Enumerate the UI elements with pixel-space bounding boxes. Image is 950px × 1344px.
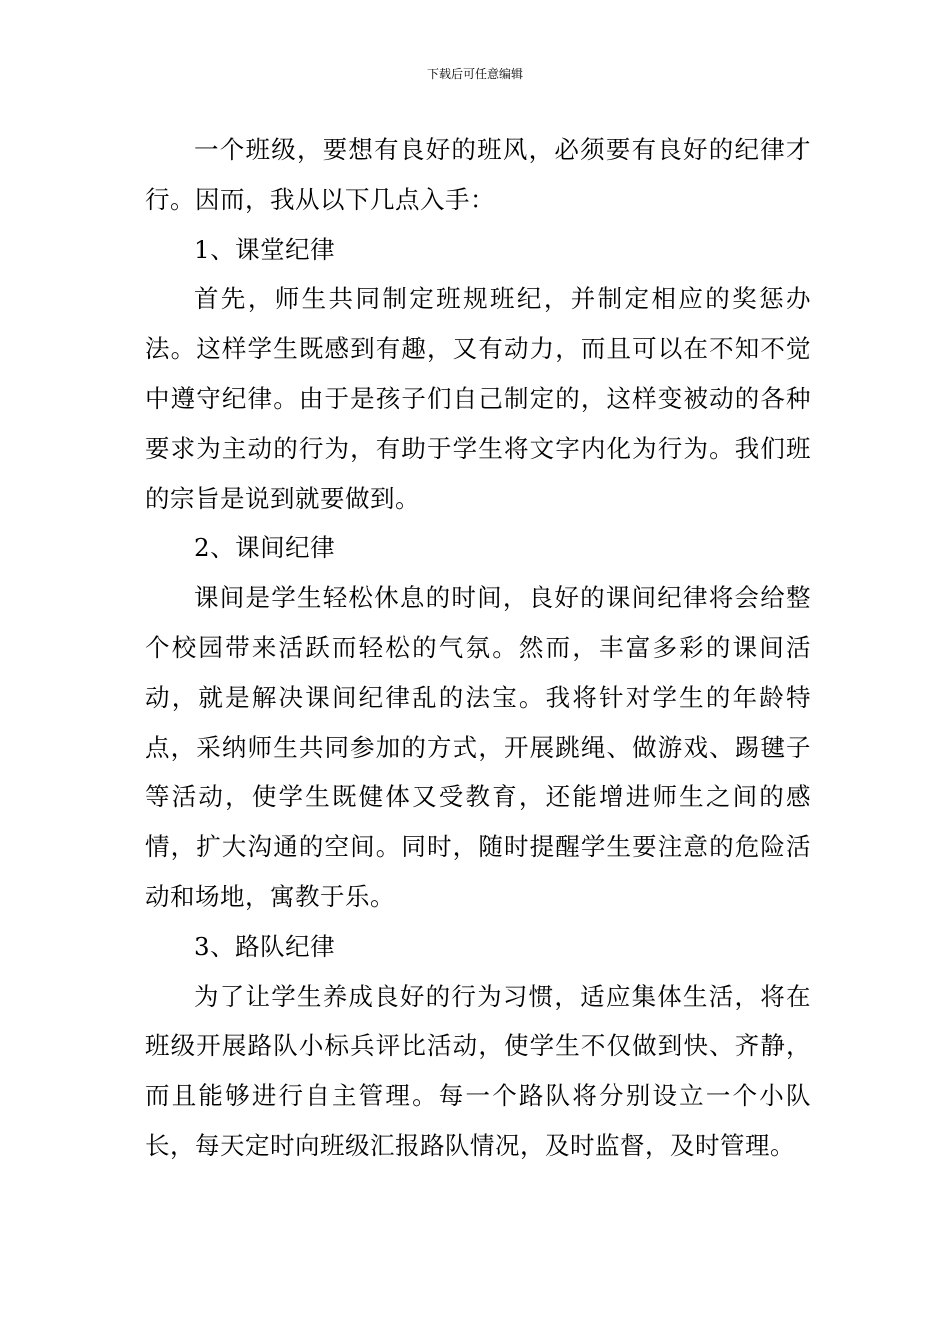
section-heading-break: 2、课间纪律 [194, 533, 336, 563]
section-heading-queue: 3、路队纪律 [194, 931, 336, 961]
break-paragraph: 课间是学生轻松休息的时间，良好的课间纪律将会给整个校园带来活跃而轻松的气氛。然而，丰富多彩的课间活动，就是解决课间纪律乱的法宝。我将针对学生的年龄特点，采纳师生共同参加的方式，开展跳绳、做游戏、踢毽子等活动，使学生既健体又受教育，还能增进师生之间的感情，扩大沟通的空间。同时，随时提醒学生要注意的危险活动和场地，寓教于乐。 [145, 583, 811, 911]
classroom-paragraph: 首先，师生共同制定班规班纪，并制定相应的奖惩办法。这样学生既感到有趣，又有动力，而且可以在不知不觉中遵守纪律。由于是孩子们自己制定的，这样变被动的各种要求为主动的行为，有助于学生将文字内化为行为。我们班的宗旨是说到就要做到。 [145, 284, 811, 513]
intro-paragraph: 一个班级，要想有良好的班风，必须要有良好的纪律才行。因而，我从以下几点入手： [145, 135, 811, 214]
document-body [145, 125, 811, 1171]
page-header: 下载后可任意编辑 [426, 67, 523, 81]
queue-paragraph: 为了让学生养成良好的行为习惯，适应集体生活，将在班级开展路队小标兵评比活动，使学生不仅做到快、齐静，而且能够进行自主管理。每一个路队将分别设立一个小队长，每天定时向班级汇报路队情况，及时监督，及时管理。 [145, 981, 811, 1160]
section-heading-classroom: 1、课堂纪律 [194, 234, 336, 264]
